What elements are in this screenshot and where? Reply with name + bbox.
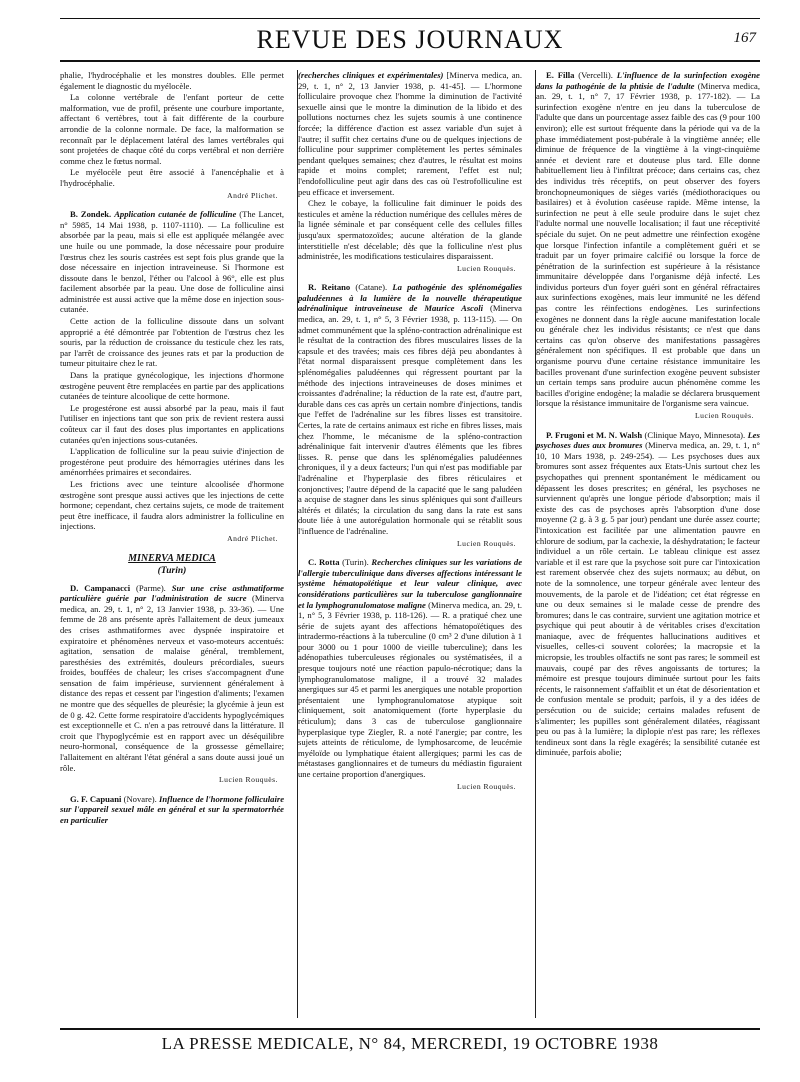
article-title: L'influence de la surinfection exogène dans la pathogénie de la phtisie de l'adulte xyxy=(536,70,760,91)
paragraph: phalie, l'hydrocéphalie et les monstres doubles. Elle permet également le diagnostic du myélocèle. xyxy=(60,70,284,91)
article-title: Recherches cliniques sur les variations de l'allergie tuberculinique dans diverses affections intéressant le système hématopoïétique et leur valeur clinique, avec considérations particulières sur la tuberculose ganglionnaire et la lymphogranulomatose maligne xyxy=(298,557,522,610)
column-3 xyxy=(536,70,760,1018)
paragraph: La colonne vertébrale de l'enfant porteur de cette malformation, vue de profil, présente une courbure importante, affectant 6 vertèbres, tout à fait différente de la courbure arrondie de la colonne normale. De face, la malformation se reconnaît par le déplacement latéral des lames vertébrales qui sont projetées de chaque côté du corps vertébral et non derrière comme chez le fœtus normal. xyxy=(60,92,284,166)
author-signature: Lucien Rouquès. xyxy=(457,263,516,273)
paragraph: L'application de folliculine sur la peau suivie d'injection de progestérone peut produire des hémorragies utérines dans les aménorrhées primaires et secondaires. xyxy=(60,446,284,478)
article-author-city: (Catane). xyxy=(355,282,388,293)
paragraph: Le myélocèle peut être associé à l'anencéphalie et à l'hydrocéphalie. xyxy=(60,167,284,188)
article-author-city: (Novare). xyxy=(123,793,157,804)
article-author: R. Reitano xyxy=(308,282,351,293)
article-title: Sur une crise asthmatiforme particulière guérie par l'administration de sucre xyxy=(60,582,284,604)
journal-section-title: REVUE DES JOURNAUX xyxy=(256,25,564,54)
article-capuani xyxy=(60,794,284,826)
article-capuani-continued xyxy=(298,70,522,197)
paragraph: Le progestérone est aussi absorbé par la peau, mais il faut l'utiliser en injections tant que son prix de revient restera aussi coûteux car il faut des doses plus importantes en applications cutanées qu'en injections sous-cutanées. xyxy=(60,402,284,445)
paragraph: Cette action de la folliculine dissoute dans un solvant approprié a été démontrée par l'obtention de l'œstrus chez les souris, par la réduction de croissance du testicule chez les rats, par l'arrêt de croissance des jeunes rats et par la production de tumeur pituitaire chez le rat. xyxy=(60,316,284,369)
article-author-city: (Parme). xyxy=(136,582,166,593)
page-number: 167 xyxy=(733,30,756,46)
header-top-rule xyxy=(60,18,760,19)
column-1 xyxy=(60,70,284,1018)
article-author: P. Frugoni et M. N. Walsh xyxy=(546,429,643,440)
article-author: C. Rotta xyxy=(308,557,340,568)
page-header xyxy=(60,18,760,62)
article-campanacci xyxy=(60,583,284,774)
article-body: (Minerva medica, an. 29, t. 1, n° 5, 3 Février 1938, p. 118-126). — R. a pratiqué chez une série de sujets ayant des affections hématopoïétiques des intradermo-réactions à la tuberculine (0 cm³ 2 d'une dilution à 1 pour 3000 ou 1 pour 1000 de vieille tuberculine); dans les adénopathies tuberculeuses régionales ou systématisées, il a presque toujours noté une réaction papulo-nécrotique; dans la lymphogranulomatose maligne, il a trouvé 32 malades anergiques sur 45 et parmi les anergiques une notable proportion présentaient une lymphogranulomatose atypique soit cliniquement, soit anatomiquement (forte hyperplasie du réticulum); dans 3 cas de tuberculose ganglionnaire hyperplasique type Ziegler, R. a noté l'anergie; par contre, les sujets atteints de réticulome, de lymphosarcome, de leucémie myéloïde ou lymphatique étaient allergiques; parmi les cas de métastases ganglionnaires et de tumeurs du médiastin figuraient une certaine proportion d'anergiques. xyxy=(298,599,522,779)
article-title: Application cutanée de folliculine xyxy=(114,209,237,220)
footer-publication-line: LA PRESSE MEDICALE, N° 84, MERCREDI, 19 OCTOBRE 1938 xyxy=(161,1034,659,1053)
author-signature: Lucien Rouquès. xyxy=(219,775,278,785)
article-body: (Minerva medica, an. 29, t. 1, n° 5, 3 Février 1938, p. 113-115). — On admet communément que la spléno-contraction adrénalinique est le résultat de la contraction des fibres musculaires lisses de la capsule et des travées; mais ces fibres déjà peu abondantes à l'état normal disparaissent presque complètement dans les splénomégalies paludéennes qui régressent pourtant par la méthode des injections intraveineuses de doses minimes et croissantes d'adrénaline; la réduction de la rate est, d'autre part, durable dans ces cas après un certain nombre d'injections, tandis que l'effet de l'adrénaline sur les fibres lisses est transitoire. Certes, la rate de certains animaux est riche en fibres lisses, mais chez l'homme, le mécanisme de la spléno-contraction adrénalinique fait intervenir d'autres éléments que les fibres lisses. R. pense que dans les splénomégalies paludéennes chroniques, il y a deux facteurs; l'un qui n'est pas modifiable par l'adrénaline et l'hyperplasie des fibres réticulaires et conjonctives; l'autre dépend de la capacité que le sang paludéen a acquise de stagner dans les sinus spléniques qui sont d'ailleurs altérés et dilatés; la circulation du sang dans la rate est sans doute liée à une autorégulation hormonale qui se rétablit sous l'influence de l'adrénaline. xyxy=(298,303,522,536)
author-signature: Lucien Rouquès. xyxy=(457,781,516,791)
article-author: G. F. Capuani xyxy=(70,793,122,804)
journal-heading: MINERVA MEDICA xyxy=(128,552,216,564)
article-zondek xyxy=(60,209,284,315)
article-reitano xyxy=(298,282,522,536)
author-signature: André Plichet. xyxy=(227,190,278,200)
column-2 xyxy=(298,70,522,1018)
header-bottom-rule xyxy=(60,60,760,62)
article-body: (Minerva medica, an. 29, t. 1, n° 10, 10 Mars 1938, p. 249-254). — Les psychoses dues aux bromures sont assez fréquentes aux Etats-Unis surtout chez les psychopathes qui prennent spontanément le médicament ou dépassent les doses prescrites; en général, les psychoses ne surviennent qu'après une longue période d'absorption; mais il existe des cas de psychoses après l'absorption d'une dose moyenne (2 g. à 3 g. 5 par jour) pendant une durée assez courte; l'intoxication est facilitée par une alimentation pauvre en chlorure de sodium, par la cachexie, la déshydratation; le facteur individuel a un rôle certain. Le tableau clinique est assez variable et il est rare que la psychose soit pure car l'intoxication est rarement observée chez des sujets normaux; au début, on note de la somnolence, une torpeur générale avec lenteur des mouvements, de la parole et de l'idéation; cet état régresse en une ou deux semaines si le malade cesse de prendre des bromures; dans le cas contraire, survient une agitation motrice et psychique qui peut aboutir à de véritables crises d'excitation maniaque, avec de fréquentes hallucinations auditives et visuelles, celles-ci souvent colorées; la macropsie et la micropsie, les troubles olfactifs ne sont pas rares; le sommeil est mauvais, coupé par des rêves angoissants de tortures; la mémoire est presque toujours diminuée surtout pour les faits récents, le raisonnement s'affaiblit et un état de désorientation et de confusion mentale se produit; parfois, il y a des idées de persécution ou de suicide; certains malades refusent de s'alimenter; les pupilles sont généralement dilatées, réagissant peu ou pas à la lumière; la diplopie n'est pas rare; les réflexes tendineux sont dans la règle exagérés; la sensibilité cutanée est diminuée, parfois abolie; xyxy=(536,440,760,758)
article-author-city: (Turin). xyxy=(342,557,369,568)
article-author: B. Zondek. xyxy=(70,209,112,220)
article-title: La pathogénie des splénomégalies paludéennes à la lumière de la nouvelle thérapeutique adrénalinique intraveineuse de Maurice Ascoli xyxy=(298,282,522,314)
article-author: E. Filla xyxy=(546,70,575,80)
footer-rule xyxy=(60,1028,760,1030)
article-rotta xyxy=(298,557,522,779)
article-columns xyxy=(60,70,760,1018)
author-signature: Lucien Rouquès. xyxy=(457,538,516,548)
article-body: (Minerva medica, an. 29, t. 1, n° 2, 13 Janvier 1938, p. 33-36). — Une femme de 28 ans présente après l'allaitement de deux jumeaux des crises asthmatiformes avec dyspnée inspiratoire et expiratoire et phénomènes nerveux et vaso-moteurs accentués: agitation, sensation de malaise général, tremblement, paresthésies des extrémités, douleurs précordiales, sueurs froides, bouffées de chaleur; les crises s'accompagnent d'une sensation de faim impérieuse, surviennent généralement à distance des repas et cessent par l'ingestion d'aliments; l'examen ne montre que des séquelles de pleurésie; la glycémie à jeun est de 0 g. 42. Cette forme respiratoire d'accidents hypoglycémiques est exceptionnelle et C. n'en a pas retrouvé dans la littérature. Il croit que l'hypoglycémie est en rapport avec un déséquilibre neuro-hormonal, conséquence de la grossesse gémellaire; l'allaitement en altérant l'état général a sans doute aussi joué un rôle. xyxy=(60,593,284,773)
paragraph: Dans la pratique gynécologique, les injections d'hormone œstrogène peuvent être remplacées en partie par des applications cutanées de teinture alcoolique de cette hormone. xyxy=(60,370,284,402)
paragraph: Chez le cobaye, la folliculine fait diminuer le poids des testicules et amène la réduction numérique des cellules mères de la lignée séminale et par conséquent celle des cellules filles jusqu'aux spermatozoïdes; aucune altération de la glande interstitielle n'est décelable; dès que la folliculine n'est plus administrée, les modifications testiculaires disparaissent. xyxy=(298,198,522,262)
article-author-city: (Clinique Mayo, Minnesota). xyxy=(644,429,746,440)
article-title: Les psychoses dues aux bromures xyxy=(536,429,760,451)
article-title: Influence de l'hormone folliculaire sur l'appareil sexuel mâle en général et sur la spermatorrhée en particulier xyxy=(60,793,284,825)
author-signature: André Plichet. xyxy=(227,533,278,543)
article-frugoni-walsh xyxy=(536,430,760,758)
paragraph: Les frictions avec une teinture alcoolisée d'hormone œstrogène sont presque aussi actives que les injections de cette hormone; cependant, chez certains sujets, ce mode de traitement peut être inefficace, il faudra alors administrer la folliculine en injections. xyxy=(60,478,284,532)
author-signature: Lucien Rouquès. xyxy=(695,411,754,420)
article-body: (The Lancet, n° 5985, 14 Mai 1938, p. 1107-1110). — La folliculine est absorbée par la peau, mais si elle est appliquée mélangée avec une huile ou une pommade, la dose nécessaire pour produire l'œstrus chez les souris castrées est sept fois plus grande que la dose nécessaire en injection intraveineuse. Si l'hormone est dissoute dans le benzol, l'éther ou l'alcool à 96°, elle est plus facilement absorbée par la peau. Une dose de folliculine ainsi administrée est aussi active que la même dose en injection sous-cutanée. xyxy=(60,209,284,315)
article-body: [Minerva medica, an. 29, t. 1, n° 2, 13 Janvier 1938, p. 41-45]. — L'hormone folliculaire provoque chez l'homme la diminution de l'activité sexuelle ainsi que le montre la diminution de la libido et des pollutions nocturnes chez les sujets soumis à une continence forcée; la différence d'action est assez variable d'un sujet à l'autre; il suffit chez certains d'une ou de quelques injections de folliculine pour supprimer complètement les pertes séminales pendant quelques semaines; chez d'autres, le résultat est moins rapide et moins complet; rarement, l'effet est nul; l'endofolliculine peut agir dans des cas où l'estrofolliculine est peu efficace et inversement. xyxy=(298,70,522,197)
article-body: (Minerva medica, an. 29, t. 1, n° 7, 17 Février 1938, p. 177-182). — La surinfection exogène n'entre en jeu dans la tuberculose de l'adulte que dans un pourcentage assez faible des cas (9 pour 100 environ); elle est surtout fréquente dans la période qui va de la phase immédiatement post-pubérale à la vingtième année; elle diminue de fréquence de la vingtième à la vingt-cinquième année et devient rare et douteuse plus tard. Elle donne habituellement lieu à l'infiltrat précoce; dans certains cas, chez des individus très réceptifs, on peut observer des foyers bronchopneumoniques de sièges variés (médiothoraciques ou basilaires) et à évolution caséeuse rapide. Même intense, la surinfection ne peut à elle seule produire dans le sujet chez l'adulte normal une nouvelle localisation; il faut une réceptivité spéciale du sujet. On ne peut admettre une réinfection exogène que lorsque l'infection infantile a complètement guéri et se traduit par un foyer primaire calcifié ou lorsque la force de pénétration de la surinfection est supérieure à la résistance immunitaire développée dans l'organisme déjà infecté. Les individus porteurs d'un foyer guéri sont en général réfractaires aux surinfections exogènes, mais leur immunité ne les défend pas contre les réinfections endogènes. Les surinfections exogènes ne donnent dans la règle aucune manifestation locale ou générale chez les individus résistants; ce n'est que dans certains cas qu'on observe des manifestations passagères généralement non spécifiques. Il est probable que dans un organisme pourvu d'une certaine résistance immunitaire les bacilles provenant d'une surinfection exogène peuvent subsister un certain temps sans produire aucun phénomène comme les bacilles d'origine endogène; la maladie se déclarera brusquement lorsque la résistance immunitaire de l'organisme sera vaincue. xyxy=(536,80,760,409)
journal-city: (Turin) xyxy=(157,565,187,576)
article-author-city: (Vercelli). xyxy=(578,70,613,80)
article-filla xyxy=(536,70,760,409)
page-footer xyxy=(60,1028,760,1058)
article-title: (recherches cliniques et expérimentales) xyxy=(298,70,444,80)
article-author: D. Campanacci xyxy=(70,582,131,593)
